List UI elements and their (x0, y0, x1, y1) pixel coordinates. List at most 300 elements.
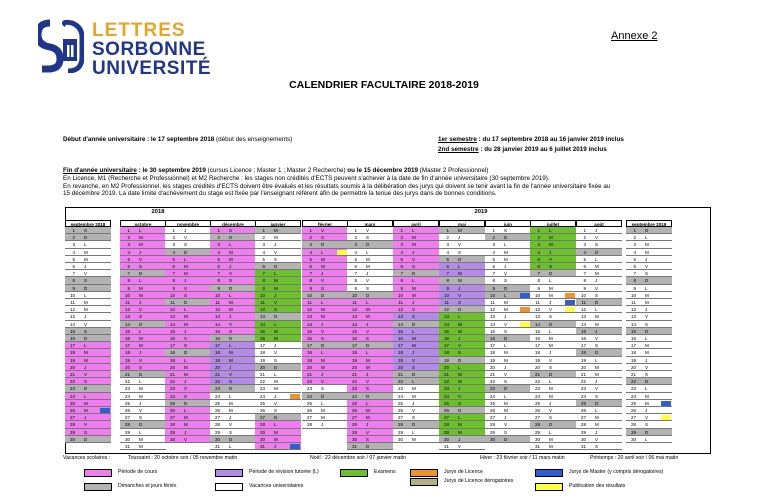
month-column (165, 220, 211, 451)
day-cell: 19 L (576, 357, 622, 364)
day-cell: 29 J (165, 429, 211, 436)
day-cell: 13 V (626, 313, 672, 320)
logo-line-lettres: LETTRES (92, 20, 186, 41)
legend-swatch (84, 483, 112, 491)
day-cell: 7 M (576, 270, 622, 277)
day-cell: 11 J (393, 299, 439, 306)
day-cell: 1 L (393, 227, 439, 234)
day-cell: 4 L (347, 249, 393, 256)
day-cell: 18 M (485, 349, 531, 356)
day-cell: 12 V (393, 306, 439, 313)
day-cell: 18 D (165, 349, 211, 356)
day-cell: 11 D (576, 299, 622, 306)
day-cell: 13 M (165, 313, 211, 320)
day-cell: 25 J (393, 400, 439, 407)
day-cell: 13 M (302, 313, 348, 320)
day-cell: 20 M (165, 364, 211, 371)
day-cell: 19 L (165, 357, 211, 364)
day-cell: 16 V (165, 335, 211, 342)
day-cell: 8 S (65, 277, 111, 284)
day-cell: 16 M (393, 335, 439, 342)
day-marker (565, 300, 575, 305)
day-cell: 22 V (347, 378, 393, 385)
day-cell: 12 D (439, 306, 485, 313)
day-cell: 24 L (485, 393, 531, 400)
day-cell: 20 D (255, 364, 301, 371)
day-cell: 7 D (530, 270, 576, 277)
day-cell: 28 M (576, 421, 622, 428)
day-cell: 23 S (347, 385, 393, 392)
day-cell: 1 V (302, 227, 348, 234)
day-cell: 26 M (65, 407, 111, 414)
day-cell: 24 L (210, 393, 256, 400)
day-cell: 21 S (626, 371, 672, 378)
day-cell: 8 J (576, 277, 622, 284)
day-cell: 15 S (65, 328, 111, 335)
day-cell: 24 V (439, 393, 485, 400)
day-cell: 16 L (626, 335, 672, 342)
day-cell: 16 V (576, 335, 622, 342)
day-cell: 5 L (576, 256, 622, 263)
day-cell: 11 S (439, 299, 485, 306)
day-cell: 10 S (576, 292, 622, 299)
day-cell: 9 D (65, 285, 111, 292)
day-cell: 3 L (210, 241, 256, 248)
day-cell: 27 V (626, 414, 672, 421)
day-cell: 29 S (65, 429, 111, 436)
month-column (65, 220, 111, 451)
day-cell: 10 L (65, 292, 111, 299)
day-cell: 29 D (626, 429, 672, 436)
day-cell: 7 J (302, 270, 348, 277)
day-cell: 21 M (576, 371, 622, 378)
month-column (210, 220, 256, 451)
day-cell: 27 L (439, 414, 485, 421)
month-header: septembre 2018 (65, 220, 111, 227)
day-cell: 25 M (485, 400, 531, 407)
day-cell: 30 V (576, 436, 622, 443)
month-column (255, 220, 301, 451)
day-cell: 30 D (65, 436, 111, 443)
day-cell: 22 V (302, 378, 348, 385)
annex-label: Annexe 2 (611, 30, 658, 42)
day-cell: 13 J (485, 313, 531, 320)
legend-swatch (410, 478, 438, 486)
day-cell: 8 D (626, 277, 672, 284)
day-cell: 16 M (255, 335, 301, 342)
day-cell: 12 V (120, 306, 166, 313)
day-cell: 12 M (302, 306, 348, 313)
day-cell: 22 L (530, 378, 576, 385)
legend-swatch (410, 469, 438, 477)
day-cell: 27 J (65, 414, 111, 421)
day-cell: 22 S (485, 378, 531, 385)
day-cell: 28 V (485, 421, 531, 428)
day-cell: 30 S (347, 436, 393, 443)
day-cell: 7 V (210, 270, 256, 277)
day-cell: 13 M (576, 313, 622, 320)
day-cell: 30 L (626, 436, 672, 443)
day-cell: 29 V (347, 429, 393, 436)
day-cell: 14 V (485, 321, 531, 328)
day-cell: 8 L (530, 277, 576, 284)
day-cell: 2 D (210, 234, 256, 241)
day-cell: 19 M (347, 357, 393, 364)
day-cell: 24 L (65, 393, 111, 400)
day-cell: 7 J (347, 270, 393, 277)
day-cell: 11 L (302, 299, 348, 306)
day-cell: 19 J (626, 357, 672, 364)
day-cell: 30 V (165, 436, 211, 443)
day-cell: 9 V (576, 285, 622, 292)
day-cell: 9 D (485, 285, 531, 292)
day-cell: 26 V (120, 407, 166, 414)
day-cell: 20 M (302, 364, 348, 371)
day-cell: 20 S (530, 364, 576, 371)
day-cell: 18 J (120, 349, 166, 356)
day-cell: 15 V (302, 328, 348, 335)
day-cell: 3 D (302, 241, 348, 248)
month-header: août (576, 220, 622, 227)
day-cell: 5 S (255, 256, 301, 263)
day-cell: 11 M (65, 299, 111, 306)
day-cell: 8 J (165, 277, 211, 284)
day-cell: 28 D (530, 421, 576, 428)
day-cell: 22 L (120, 378, 166, 385)
day-cell: 12 V (530, 306, 576, 313)
semester-2: 2nd semestre : du 28 janvier 2019 au 6 juillet 2019 inclus (438, 146, 607, 153)
month-column (347, 220, 393, 451)
day-cell: 15 S (210, 328, 256, 335)
day-cell: 23 M (120, 385, 166, 392)
day-cell: 24 J (255, 393, 301, 400)
day-cell: 30 D (210, 436, 256, 443)
day-cell: 19 V (530, 357, 576, 364)
day-marker (661, 401, 671, 406)
day-cell: 23 D (65, 385, 111, 392)
day-cell: 15 J (576, 328, 622, 335)
day-cell: 22 S (210, 378, 256, 385)
day-cell: 24 M (120, 393, 166, 400)
day-cell: 26 M (210, 407, 256, 414)
day-cell: 17 L (210, 342, 256, 349)
day-cell: 23 S (302, 385, 348, 392)
day-cell: 11 M (626, 299, 672, 306)
day-cell: 21 D (393, 371, 439, 378)
day-cell: 15 M (255, 328, 301, 335)
day-marker (565, 293, 575, 298)
day-cell: 2 V (165, 234, 211, 241)
day-cell: 6 M (165, 263, 211, 270)
day-cell: 10 L (485, 292, 531, 299)
day-cell: 14 S (626, 321, 672, 328)
day-cell: 26 M (302, 407, 348, 414)
day-cell: 1 L (530, 227, 576, 234)
day-cell: 3 V (439, 241, 485, 248)
day-cell: 3 M (530, 241, 576, 248)
day-cell: 3 S (576, 241, 622, 248)
day-cell: 1 S (65, 227, 111, 234)
day-cell: 5 D (439, 256, 485, 263)
day-cell: 29 M (255, 429, 301, 436)
day-cell: 5 M (210, 256, 256, 263)
day-cell: 13 J (210, 313, 256, 320)
day-cell: 17 M (120, 342, 166, 349)
legend-swatch (535, 469, 563, 477)
day-cell: 23 V (576, 385, 622, 392)
legend-swatch (340, 469, 368, 477)
day-cell: 1 S (210, 227, 256, 234)
day-cell: 10 M (626, 292, 672, 299)
day-cell: 23 M (393, 385, 439, 392)
day-cell: 22 D (626, 378, 672, 385)
day-cell: 29 S (210, 429, 256, 436)
day-cell: 30 M (255, 436, 301, 443)
day-cell: 28 L (255, 421, 301, 428)
day-cell: 4 D (165, 249, 211, 256)
day-cell: 26 J (626, 407, 672, 414)
day-cell: 28 M (439, 421, 485, 428)
day-cell: 16 D (485, 335, 531, 342)
day-cell: 20 J (210, 364, 256, 371)
day-cell: 20 J (485, 364, 531, 371)
day-cell: 7 M (165, 270, 211, 277)
day-cell: 9 S (347, 285, 393, 292)
day-cell: 13 M (347, 313, 393, 320)
day-cell: 23 M (255, 385, 301, 392)
day-cell: 2 M (120, 234, 166, 241)
day-cell: 30 M (393, 436, 439, 443)
day-cell: 13 S (120, 313, 166, 320)
day-cell: 16 D (210, 335, 256, 342)
day-cell: 1 M (255, 227, 301, 234)
vacation-hiver: Hiver : 23 février soir / 11 mars matin (480, 455, 565, 461)
day-cell: 22 J (165, 378, 211, 385)
end-of-year-paragraph: Fin d'année universitaire : le 30 septembre 2019 (cursus Licence ; Master 1 ; Master 2 Recherche) ou le 15 décembre 2019 (Master 2 Professionnel) En Licence, M1 (Recherche et Professionnel) et M2 Recherche : les stages non crédités d'ECTS peuvent s'achever à la date de fin d'année universitaire (30 septembre 2019). En revanche, en M2 Professionnel, les stages crédités d'ECTS doivent être évalués et les résultats soumis à la délibération des jurys qui doivent se tenir avant la fin de l'année universitaire fixée au 15 décembre 2019. La date limite d'achèvement du stage est fixée par l'enseignant référent afin de permettre la tenue des jurys dans de bonnes conditions. (63, 167, 611, 198)
day-cell: 15 L (393, 328, 439, 335)
day-cell: 18 V (255, 349, 301, 356)
day-cell: 10 S (165, 292, 211, 299)
day-cell: 18 S (439, 349, 485, 356)
day-cell: 17 S (576, 342, 622, 349)
day-cell: 19 V (393, 357, 439, 364)
day-cell: 9 M (393, 285, 439, 292)
day-cell: 22 M (255, 378, 301, 385)
day-cell: 10 D (302, 292, 348, 299)
day-cell: 1 M (439, 227, 485, 234)
day-cell: 5 L (165, 256, 211, 263)
day-cell: 4 M (485, 249, 531, 256)
day-cell: 18 L (302, 349, 348, 356)
day-cell: 21 V (210, 371, 256, 378)
day-cell: 18 M (210, 349, 256, 356)
day-marker (565, 307, 575, 312)
day-cell: 23 D (485, 385, 531, 392)
day-cell: 4 M (65, 249, 111, 256)
day-cell: 15 V (347, 328, 393, 335)
day-cell: 8 V (302, 277, 348, 284)
day-cell: 9 L (626, 285, 672, 292)
day-cell: 14 D (530, 321, 576, 328)
day-cell: 25 L (347, 400, 393, 407)
day-cell: 6 M (347, 263, 393, 270)
day-cell: 31 S (576, 443, 622, 450)
day-cell: 28 S (626, 421, 672, 428)
day-cell: 9 S (302, 285, 348, 292)
month-header: juin (485, 220, 531, 227)
day-marker (520, 322, 530, 327)
day-cell: 24 M (626, 393, 672, 400)
day-cell: 1 D (626, 227, 672, 234)
day-cell: 22 J (576, 378, 622, 385)
day-cell: 2 M (530, 234, 576, 241)
day-cell: 10 D (347, 292, 393, 299)
day-cell: 22 M (439, 378, 485, 385)
day-cell: 2 D (65, 234, 111, 241)
day-cell: 6 L (439, 263, 485, 270)
day-cell: 7 L (255, 270, 301, 277)
day-cell: 21 V (65, 371, 111, 378)
day-cell: 19 V (120, 357, 166, 364)
day-cell: 3 D (347, 241, 393, 248)
day-cell: 7 V (485, 270, 531, 277)
day-cell: 11 J (530, 299, 576, 306)
day-cell: 17 D (347, 342, 393, 349)
day-cell: 31 M (120, 443, 166, 450)
month-header: octobre (120, 220, 166, 227)
day-cell: 29 L (120, 429, 166, 436)
day-cell: 24 M (530, 393, 576, 400)
month-header: avril (393, 220, 439, 227)
day-cell: 4 V (255, 249, 301, 256)
day-cell: 13 D (255, 313, 301, 320)
month-header: décembre (210, 220, 256, 227)
university-logo (38, 17, 228, 77)
day-cell: 10 M (530, 292, 576, 299)
day-cell: 31 L (210, 443, 256, 450)
day-marker (100, 408, 110, 413)
day-marker (290, 444, 300, 449)
day-cell: 17 M (626, 342, 672, 349)
day-cell: 13 L (439, 313, 485, 320)
day-cell: 27 M (165, 414, 211, 421)
day-cell: 15 L (120, 328, 166, 335)
day-cell: 21 M (439, 371, 485, 378)
day-cell: 2 J (439, 234, 485, 241)
day-cell: 26 D (439, 407, 485, 414)
day-cell: 1 J (165, 227, 211, 234)
year-start: Début d'année universitaire : le 17 septembre 2018 (début des enseignements) (63, 136, 293, 143)
month-column (120, 220, 166, 451)
day-cell: 25 S (439, 400, 485, 407)
day-cell: 7 S (626, 270, 672, 277)
day-cell: 25 M (626, 400, 672, 407)
day-cell: 4 S (439, 249, 485, 256)
month-header: novembre (165, 220, 211, 227)
day-cell: 2 S (302, 234, 348, 241)
day-cell: 1 V (347, 227, 393, 234)
day-cell: 15 J (165, 328, 211, 335)
day-cell: 20 L (439, 364, 485, 371)
day-cell: 14 M (576, 321, 622, 328)
day-cell: 24 D (347, 393, 393, 400)
day-cell: 19 D (439, 357, 485, 364)
day-cell: 11 J (120, 299, 166, 306)
day-cell: 21 L (255, 371, 301, 378)
day-cell: 8 L (393, 277, 439, 284)
day-cell: 4 M (626, 249, 672, 256)
day-marker (520, 293, 530, 298)
day-cell: 2 L (626, 234, 672, 241)
day-cell: 6 J (210, 263, 256, 270)
day-cell: 23 V (165, 385, 211, 392)
day-cell: 18 M (65, 349, 111, 356)
day-cell: 23 J (439, 385, 485, 392)
day-cell: 16 S (302, 335, 348, 342)
day-cell: 14 J (347, 321, 393, 328)
day-cell: 11 V (255, 299, 301, 306)
vacations-title: Vacances scolaires : (63, 455, 111, 461)
day-cell: 28 D (120, 421, 166, 428)
day-cell: 10 M (393, 292, 439, 299)
day-cell: 3 S (165, 241, 211, 248)
day-cell: 5 M (485, 256, 531, 263)
day-cell: 30 J (439, 436, 485, 443)
day-cell: 31 D (347, 443, 393, 450)
day-cell: 1 L (120, 227, 166, 234)
day-cell: 8 M (439, 277, 485, 284)
day-cell: 3 M (120, 241, 166, 248)
day-cell: 21 D (530, 371, 576, 378)
day-cell: 14 L (255, 321, 301, 328)
day-cell: 10 V (439, 292, 485, 299)
day-cell: 31 J (255, 443, 301, 450)
day-cell: 14 V (210, 321, 256, 328)
month-header: septembre 2019 (626, 220, 672, 227)
day-cell: 25 M (65, 400, 111, 407)
day-cell: 17 S (165, 342, 211, 349)
day-cell: 12 L (165, 306, 211, 313)
day-cell: 27 J (210, 414, 256, 421)
day-cell: 5 M (302, 256, 348, 263)
logo-line-sorbonne: SORBONNE (92, 39, 206, 60)
vacation-printemps: Printemps : 20 avril soir / 06 mai matin (590, 455, 679, 461)
day-cell: 21 J (302, 371, 348, 378)
day-cell: 28 V (65, 421, 111, 428)
day-cell: 28 J (347, 421, 393, 428)
day-cell: 30 M (120, 436, 166, 443)
day-cell: 24 M (393, 393, 439, 400)
day-cell: 26 S (255, 407, 301, 414)
day-cell: 2 D (485, 234, 531, 241)
semester-1: 1er semestre : du 17 septembre 2018 au 16 janvier 2019 inclus (438, 136, 624, 143)
day-cell: 22 S (65, 378, 111, 385)
day-cell: 4 J (530, 249, 576, 256)
day-cell: 14 D (393, 321, 439, 328)
day-cell: 7 V (65, 270, 111, 277)
day-marker (337, 250, 347, 255)
day-cell: 9 D (210, 285, 256, 292)
day-cell: 8 S (210, 277, 256, 284)
day-cell: 28 M (165, 421, 211, 428)
day-cell: 5 V (120, 256, 166, 263)
day-cell: 3 J (255, 241, 301, 248)
day-cell: 6 V (626, 263, 672, 270)
day-cell: 25 D (576, 400, 622, 407)
day-cell: 10 J (255, 292, 301, 299)
day-cell: 19 S (255, 357, 301, 364)
day-cell: 18 M (626, 349, 672, 356)
